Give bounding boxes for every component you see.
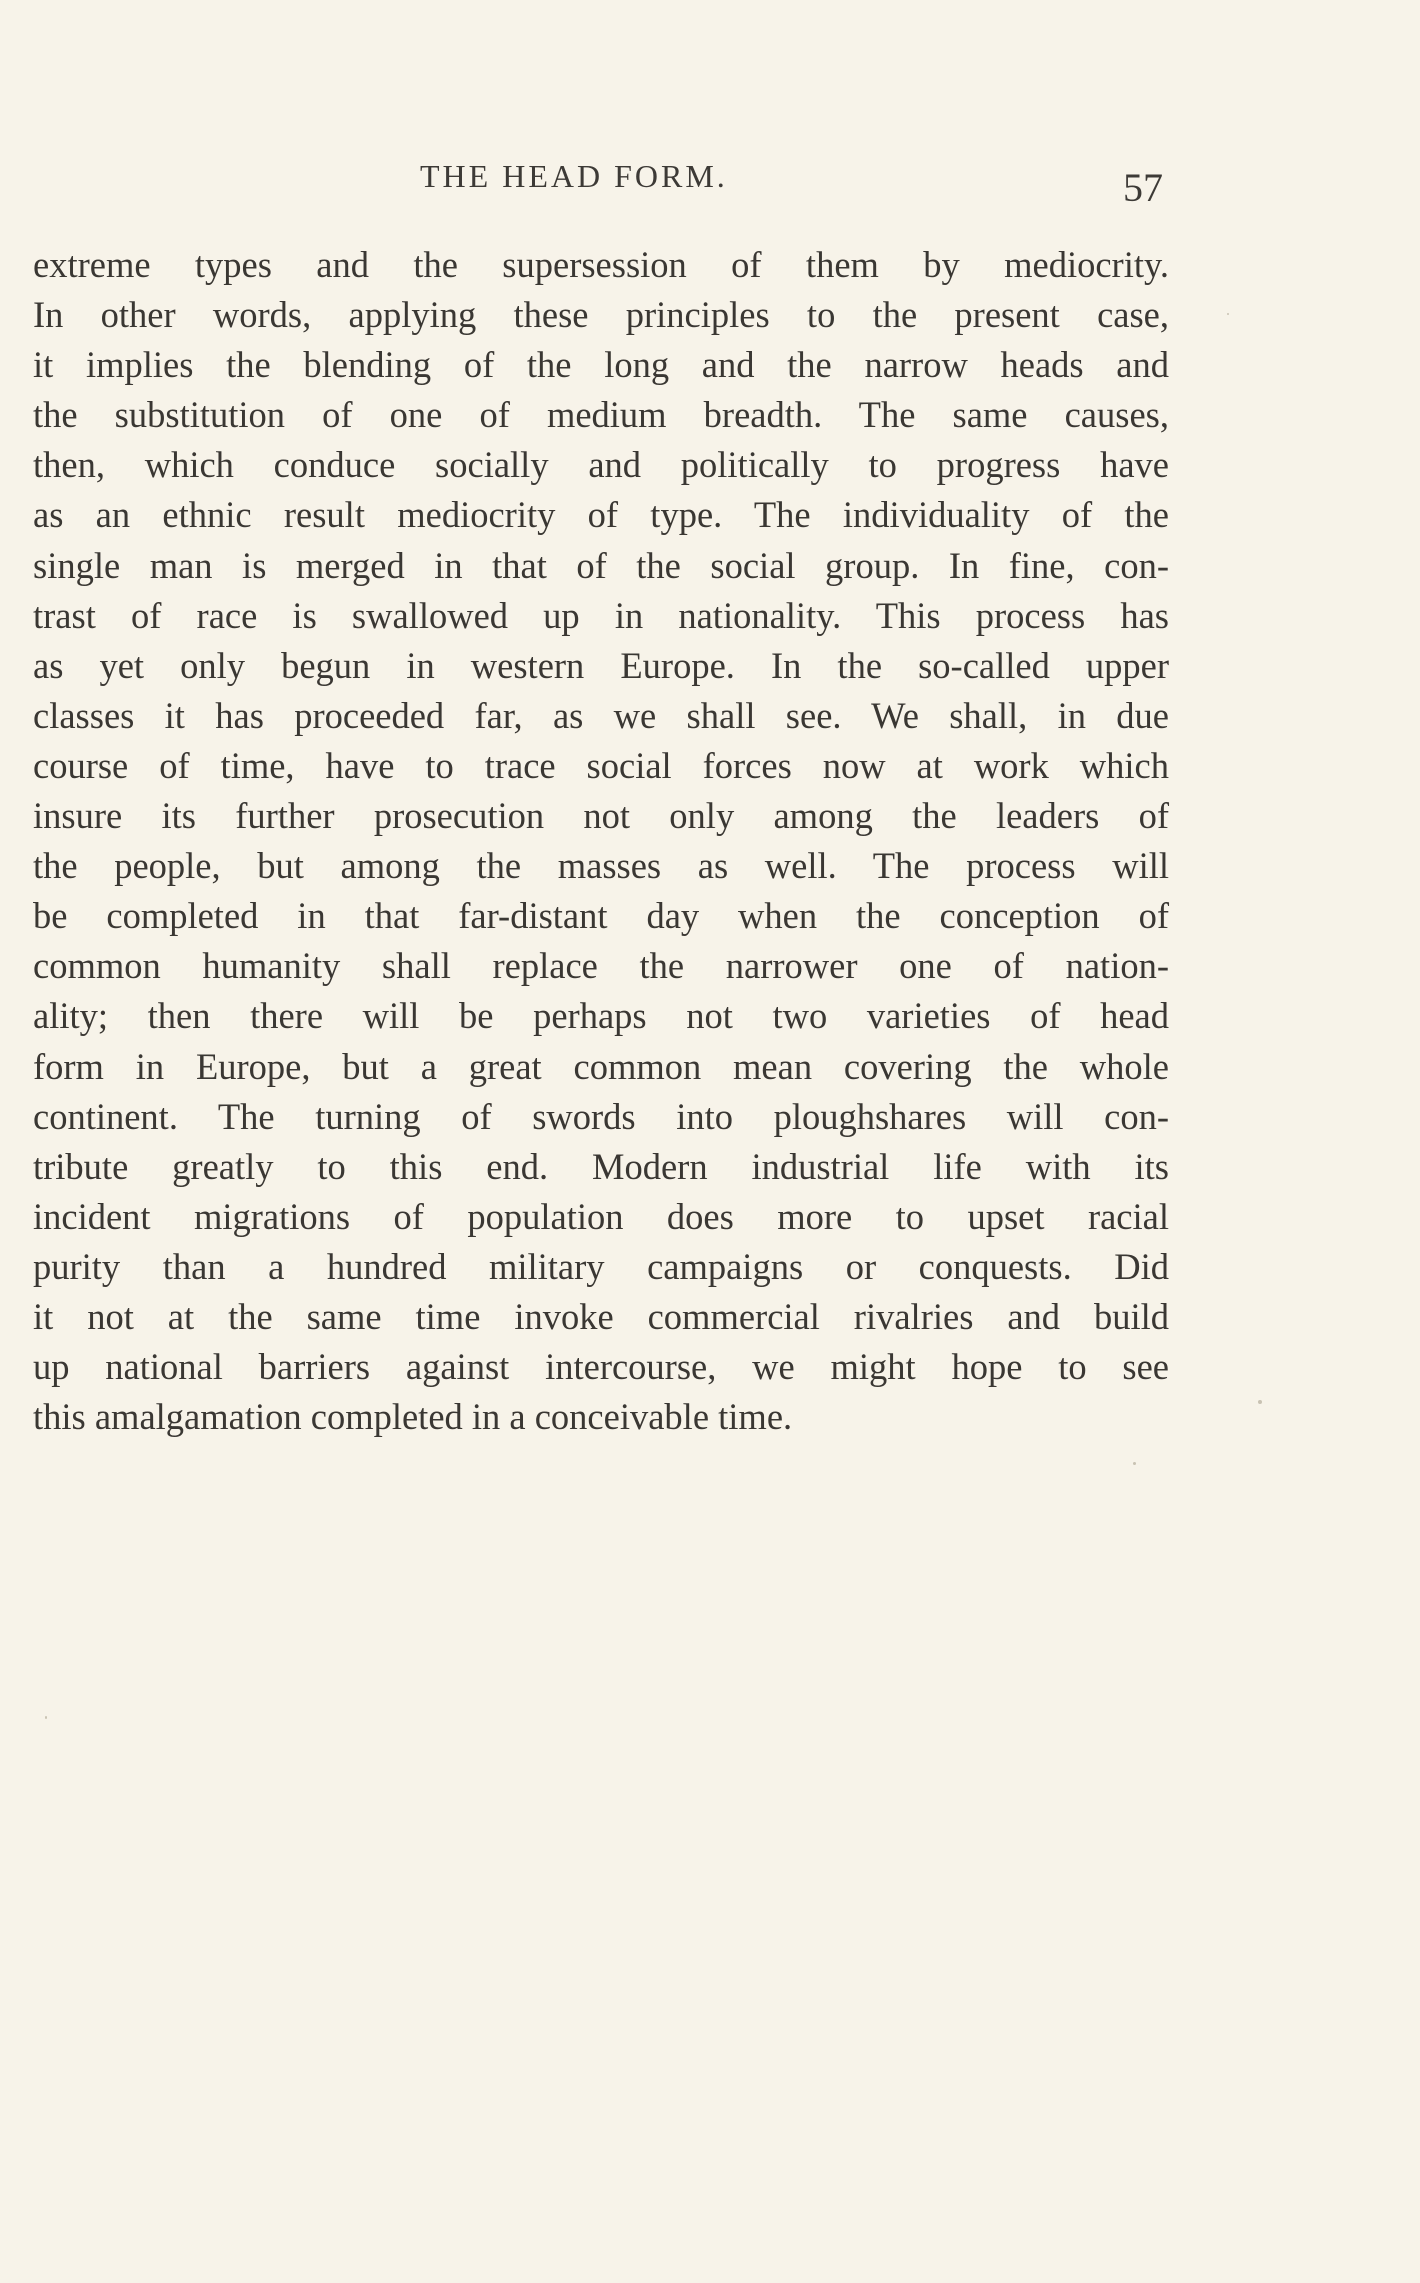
text-line: trast of race is swallowed up in nationality. This process has <box>33 594 1169 636</box>
text-line: In other words, applying these principles to the present case, <box>33 294 1169 336</box>
text-line: it not at the same time invoke commercial rivalries and build <box>33 1295 1169 1337</box>
text-line: the people, but among the masses as well. The process will <box>33 845 1169 887</box>
text-line: as yet only begun in western Europe. In the so-called upper <box>33 644 1169 686</box>
text-line: ality; then there will be perhaps not two varieties of head <box>33 995 1169 1037</box>
text-line: course of time, have to trace social forces now at work which <box>33 744 1169 786</box>
text-line: purity than a hundred military campaigns or conquests. Did <box>33 1245 1169 1287</box>
paper-speck <box>1258 1400 1262 1404</box>
text-line: extreme types and the supersession of them by mediocrity. <box>33 244 1169 285</box>
text-line: continent. The turning of swords into ploughshares will con- <box>33 1095 1169 1137</box>
page-number: 57 <box>1123 165 1163 210</box>
running-title: THE HEAD FORM. <box>420 158 728 194</box>
paper-speck <box>1227 313 1229 315</box>
paper-speck <box>45 1716 47 1719</box>
body-paragraph <box>33 240 1169 1442</box>
running-head <box>0 154 1420 214</box>
text-line: be completed in that far-distant day when the conception of <box>33 895 1169 937</box>
text-line: incident migrations of population does more to upset racial <box>33 1195 1169 1237</box>
text-line: tribute greatly to this end. Modern industrial life with its <box>33 1145 1169 1187</box>
text-line: insure its further prosecution not only among the leaders of <box>33 795 1169 837</box>
text-line: it implies the blending of the long and the narrow heads and <box>33 344 1169 386</box>
text-line: this amalgamation completed in a conceivable time. <box>33 1396 793 1438</box>
text-line: form in Europe, but a great common mean covering the whole <box>33 1045 1169 1087</box>
paper-speck <box>1133 1462 1136 1465</box>
text-line: the substitution of one of medium breadth. The same causes, <box>33 394 1169 436</box>
text-line: common humanity shall replace the narrower one of nation- <box>33 945 1169 987</box>
text-line: single man is merged in that of the social group. In fine, con- <box>33 544 1169 586</box>
text-line: classes it has proceeded far, as we shall see. We shall, in due <box>33 694 1169 736</box>
text-line: as an ethnic result mediocrity of type. The individuality of the <box>33 494 1169 536</box>
text-line: then, which conduce socially and politically to progress have <box>33 444 1169 486</box>
text-line: up national barriers against intercourse, we might hope to see <box>33 1346 1169 1388</box>
